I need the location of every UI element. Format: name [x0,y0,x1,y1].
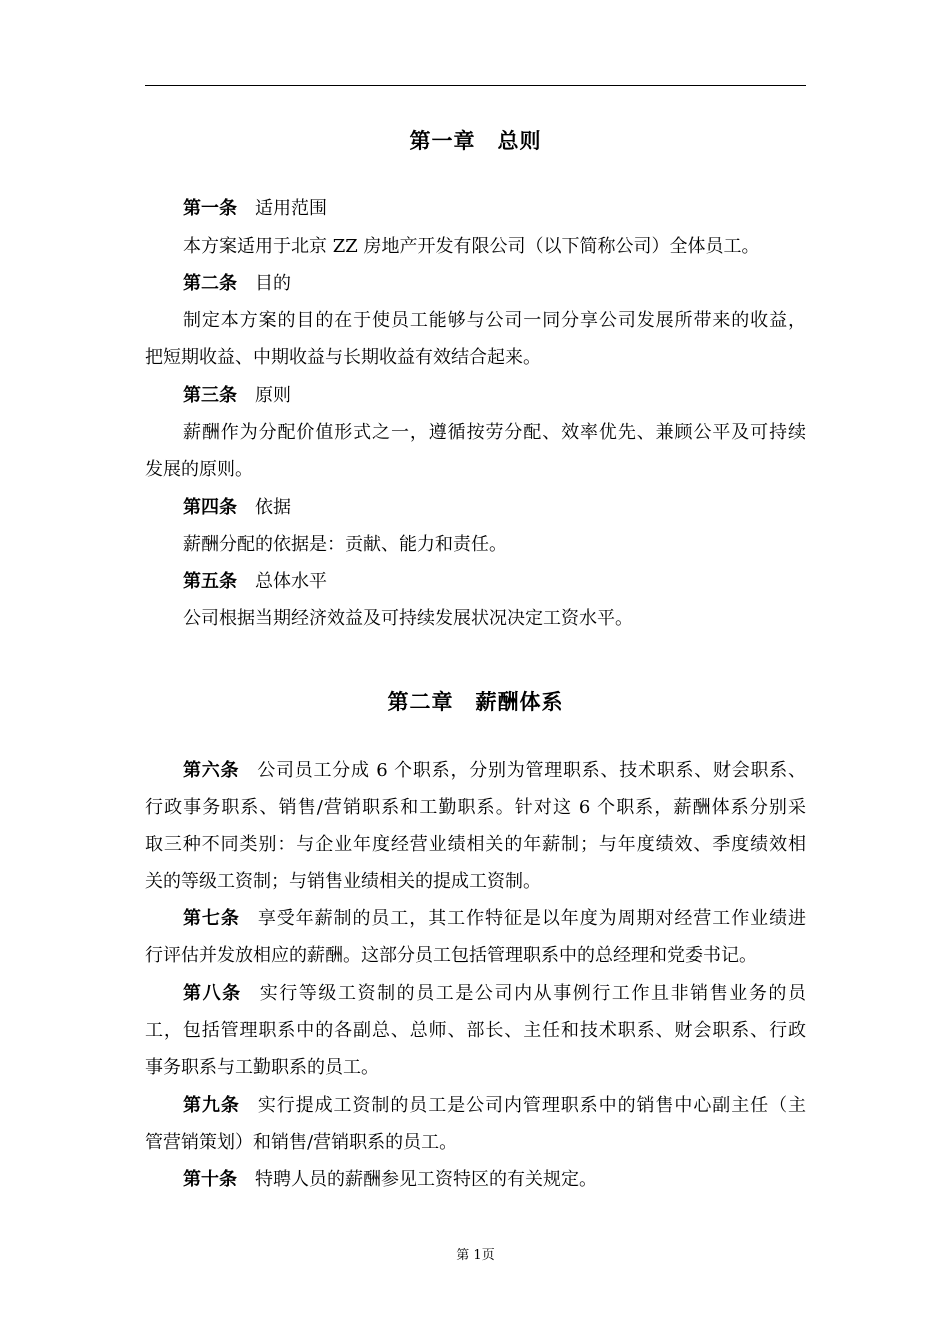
article-number: 第九条 [183,1095,240,1116]
article-number: 第四条 [183,497,237,518]
paragraph-line: 取三种不同类别：与企业年度经营业绩相关的年薪制；与年度绩效、季度绩效相 [145,834,806,855]
paragraph-line: 行政事务职系、销售/营销职系和工勤职系。针对这 6 个职系，薪酬体系分别采 [145,797,806,818]
article-number: 第六条 [183,760,240,781]
paragraph-line: 管营销策划）和销售/营销职系的员工。 [145,1132,458,1153]
article-number: 第七条 [183,908,240,929]
paragraph-line: 事务职系与工勤职系的员工。 [145,1057,379,1078]
paragraph-line [183,1087,806,1124]
paragraph-line: 制定本方案的目的在于使员工能够与公司一同分享公司发展所带来的收益， [183,310,806,331]
article-number: 第八条 [183,983,242,1004]
paragraph-line: 本方案适用于北京 ZZ 房地产开发有限公司（以下简称公司）全体员工。 [183,236,760,257]
article-heading [183,190,806,227]
article-number: 第二条 [183,273,237,294]
article-heading-text: 目的 [255,273,291,294]
article-text: 享受年薪制的员工，其工作特征是以年度为周期对经营工作业绩进 [257,908,807,929]
article-heading-text: 原则 [255,385,291,406]
chapter-title: 第二章 薪酬体系 [387,689,564,714]
article-text: 公司员工分成 6 个职系，分别为管理职系、技术职系、财会职系、 [257,760,806,781]
header-rule [145,85,806,86]
paragraph-line [183,975,806,1012]
article-heading-text: 依据 [255,497,291,518]
paragraph-line: 行评估并发放相应的薪酬。这部分员工包括管理职系中的总经理和党委书记。 [145,945,757,966]
paragraph-line: 薪酬作为分配价值形式之一，遵循按劳分配、效率优先、兼顾公平及可持续 [183,422,806,443]
paragraph-line [183,752,806,789]
paragraph-line: 发展的原则。 [145,459,253,480]
paragraph-line: 把短期收益、中期收益与长期收益有效结合起来。 [145,347,541,368]
article-text: 实行提成工资制的员工是公司内管理职系中的销售中心副主任（主 [257,1095,807,1116]
paragraph-line: 薪酬分配的依据是：贡献、能力和责任。 [183,534,507,555]
article-heading [183,563,806,600]
paragraph-line [183,900,806,937]
paragraph-line: 关的等级工资制；与销售业绩相关的提成工资制。 [145,871,541,892]
article-text: 特聘人员的薪酬参见工资特区的有关规定。 [255,1169,597,1190]
paragraph-line: 公司根据当期经济效益及可持续发展状况决定工资水平。 [183,608,633,629]
article-number: 第一条 [183,198,237,219]
article-number: 第三条 [183,385,237,406]
article-text: 实行等级工资制的员工是公司内从事例行工作且非销售业务的员 [259,983,807,1004]
article-heading-text: 总体水平 [255,571,327,592]
paragraph-line: 工，包括管理职系中的各副总、总师、部长、主任和技术职系、财会职系、行政 [145,1020,806,1041]
article-number: 第五条 [183,571,237,592]
page-number: 第 1页 [456,1248,495,1263]
chapter-title: 第一章 总则 [409,128,542,153]
article-heading [183,377,806,414]
article-heading-text: 适用范围 [255,198,327,219]
article-number: 第十条 [183,1169,237,1190]
paragraph-line [183,1161,806,1198]
article-heading [183,265,806,302]
article-heading [183,489,806,526]
